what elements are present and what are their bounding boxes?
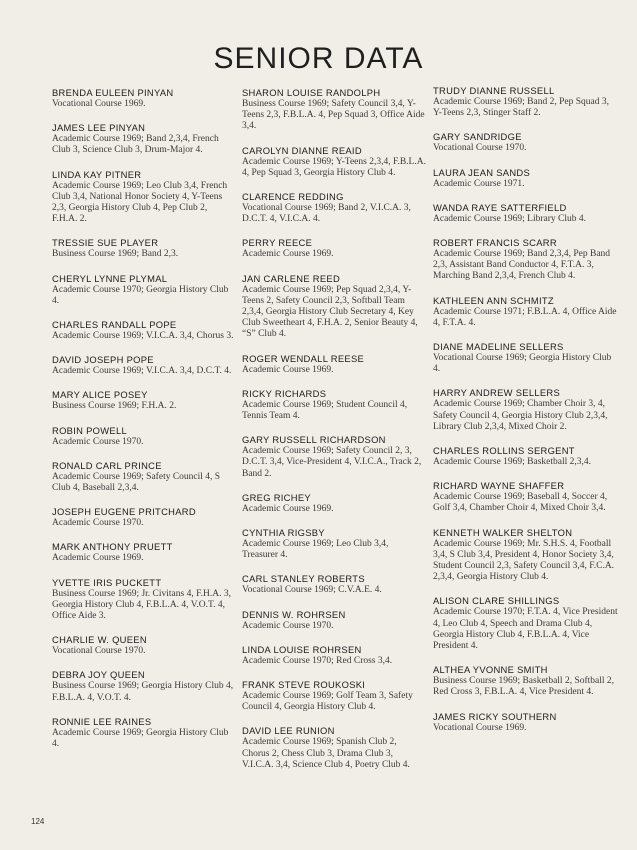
senior-details: Academic Course 1969; Band 2,3,4, Pep Band 2,3, Assistant Band Conductor 4, F.T.A. 3, Marching Band 2,3,4, French Club 4. [433, 249, 611, 282]
senior-entry [242, 573, 426, 596]
senior-details: Academic Course 1969; V.I.C.A. 3,4, D.C.T. 4. [52, 366, 232, 377]
senior-details: Academic Course 1969. [242, 249, 334, 260]
senior-details: Academic Course 1969; Leo Club 3,4, Treasurer 4. [242, 539, 389, 561]
senior-entry [433, 295, 619, 329]
senior-details: Academic Course 1969. [52, 553, 144, 564]
senior-entry [52, 273, 234, 307]
senior-name: BRENDA EULEEN PINYAN [52, 87, 174, 98]
senior-entry [433, 445, 619, 468]
senior-entry [52, 169, 234, 226]
senior-details: Academic Course 1969; Band 2, Pep Squad 3, Y-Teens 2,3, Stinger Staff 2. [433, 97, 609, 119]
senior-entry [242, 353, 426, 376]
senior-entry [52, 541, 234, 564]
senior-name: RONNIE LEE RAINES [52, 715, 152, 727]
senior-entry [433, 711, 619, 734]
senior-entry [433, 664, 619, 698]
senior-details: Academic Course 1969; Band 2,3,4, French Club 3, Science Club 3, Drum-Major 4. [52, 134, 219, 156]
senior-name: GARY RUSSELL RICHARDSON [242, 434, 386, 446]
senior-entry [433, 85, 619, 119]
senior-name: RICKY RICHARDS [242, 387, 327, 399]
senior-details: Academic Course 1969; Student Council 4, Tennis Team 4. [242, 399, 408, 422]
senior-details: Business Course 1969; Georgia History Club 4, F.B.L.A. 4, V.O.T. 4. [52, 681, 234, 703]
senior-name: MARK ANTHONY PRUETT [52, 541, 173, 553]
senior-details: Business Course 1969; Basketball 2, Softball 2, Red Cross 3, F.B.L.A. 4, Vice President 4. [433, 676, 615, 698]
senior-details: Business Course 1969; F.H.A. 2. [52, 401, 177, 412]
senior-name: GREG RICHEY [242, 491, 311, 503]
senior-details: Vocational Course 1970. [433, 143, 527, 154]
senior-details: Academic Course 1969; Pep Squad 2,3,4, Y-Teens 2, Safety Council 2,3, Softball Team 2,3,4, Georgia History Club Secretary 4, Key Club Sweetheart 4, F.H.A. 2, Senior Beauty 4, “S” Club 4. [242, 284, 418, 340]
senior-details: Academic Course 1970. [52, 436, 144, 447]
senior-name: JAMES LEE PINYAN [52, 122, 146, 134]
senior-name: TRUDY DIANNE RUSSELL [433, 85, 555, 96]
senior-details: Academic Course 1969; Golf Team 3, Safety Council 4, Georgia History Club 4. [242, 691, 413, 713]
senior-entry [242, 644, 426, 667]
senior-details: Academic Course 1969. [242, 503, 334, 514]
senior-name: CHARLES RANDALL POPE [52, 319, 177, 331]
senior-entry [242, 145, 426, 179]
senior-details: Vocational Course 1970. [52, 646, 146, 657]
senior-entry [52, 634, 234, 657]
senior-entry [52, 319, 234, 342]
senior-name: CARL STANLEY ROBERTS [242, 573, 365, 585]
senior-details: Academic Course 1970; Georgia History Club 4. [52, 284, 229, 306]
senior-name: TRESSIE SUE PLAYER [52, 237, 159, 249]
senior-details: Vocational Course 1969; Band 2, V.I.C.A. 3, D.C.T. 4, V.I.C.A. 4. [242, 203, 411, 225]
senior-details: Academic Course 1971. [433, 178, 525, 189]
senior-name: FRANK STEVE ROUKOSKI [242, 679, 366, 691]
senior-entry [242, 273, 426, 341]
senior-entry [52, 389, 234, 412]
senior-name: LINDA KAY PITNER [52, 168, 142, 180]
senior-details: Academic Course 1970; F.T.A. 4, Vice President 4, Leo Club 4, Speech and Drama Club 4, Georgia History Club 4, F.B.L.A. 4, Vice President 4. [433, 607, 618, 652]
senior-name: RICHARD WAYNE SHAFFER [433, 480, 565, 492]
column-2 [242, 87, 426, 783]
senior-name: GARY SANDRIDGE [433, 131, 522, 143]
senior-name: CYNTHIA RIGSBY [242, 527, 325, 539]
senior-entry [433, 480, 619, 514]
senior-name: ROBERT FRANCIS SCARR [433, 237, 557, 249]
senior-details: Academic Course 1969; Baseball 4, Soccer 4, Golf 3,4, Chamber Choir 4, Mixed Choir 3,4. [433, 492, 608, 514]
senior-entry [242, 434, 426, 480]
senior-name: DIANE MADELINE SELLERS [433, 341, 564, 353]
senior-name: JAMES RICKY SOUTHERN [433, 710, 557, 722]
senior-entry [242, 725, 426, 771]
senior-entry [242, 609, 426, 632]
senior-details: Academic Course 1969; Mr. S.H.S. 4, Football 3,4, S Club 3,4, President 4, Honor Society 3,4, Student Council 2,3, Safety Council 3,4, F.C.A. 2,3,4, Georgia History Club 4. [433, 538, 615, 583]
senior-name: DENNIS W. ROHRSEN [242, 608, 346, 620]
senior-entry [52, 237, 234, 260]
senior-entry [242, 492, 426, 515]
senior-details: Business Course 1969; Safety Council 3,4, Y-Teens 2,3, F.B.L.A. 4, Pep Squad 3, Office Aide 3,4. [242, 99, 425, 132]
senior-name: JOSEPH EUGENE PRITCHARD [52, 506, 196, 518]
senior-entry [242, 388, 426, 422]
senior-entry [242, 679, 426, 713]
senior-entry [433, 387, 619, 433]
senior-name: LINDA LOUISE ROHRSEN [242, 643, 362, 655]
senior-name: CAROLYN DIANNE REAID [242, 144, 362, 156]
senior-name: ALISON CLARE SHILLINGS [433, 595, 560, 607]
column-1 [52, 87, 234, 762]
senior-entry [52, 506, 234, 529]
page-title: SENIOR DATA [213, 42, 424, 75]
senior-details: Academic Course 1969; V.I.C.A. 3,4, Chorus 3. [52, 331, 234, 342]
senior-details: Academic Course 1970. [52, 518, 144, 529]
senior-entry [52, 354, 234, 377]
senior-details: Academic Course 1969; Safety Council 4, S Club 4, Baseball 2,3,4. [52, 471, 221, 494]
senior-entry [433, 595, 619, 652]
senior-name: CHARLES ROLLINS SERGENT [433, 445, 575, 457]
senior-name: DEBRA JOY QUEEN [52, 669, 145, 681]
senior-name: CHERYL LYNNE PLYMAL [52, 272, 168, 284]
senior-entry [242, 527, 426, 561]
senior-details: Business Course 1969; Jr. Civitans 4, F.H.A. 3, Georgia History Club 4, F.B.L.A. 4, V.O.T. 4, Office Aide 3. [52, 588, 231, 622]
senior-details: Academic Course 1969; Leo Club 3,4, French Club 3,4, National Honor Society 4, Y-Teens 2,3, Georgia History Club 4, Pep Club 2, F.H.A. 2. [52, 180, 228, 225]
senior-details: Vocational Course 1969; Georgia History Club 4. [433, 353, 612, 375]
senior-entry [52, 716, 234, 750]
senior-details: Academic Course 1969; Library Club 4. [433, 213, 587, 224]
senior-details: Academic Course 1969; Georgia History Club 4. [52, 727, 229, 750]
senior-name: MARY ALICE POSEY [52, 389, 148, 401]
senior-details: Academic Course 1969. [242, 364, 334, 375]
page-number: 124 [31, 817, 45, 826]
senior-entry [52, 122, 234, 156]
senior-name: HARRY ANDREW SELLERS [433, 387, 561, 399]
senior-entry [433, 202, 619, 225]
senior-name: ROGER WENDALL REESE [242, 352, 365, 364]
senior-name: SHARON LOUISE RANDOLPH [242, 87, 381, 98]
senior-name: KENNETH WALKER SHELTON [433, 526, 573, 538]
senior-name: LAURA JEAN SANDS [433, 166, 531, 178]
senior-details: Academic Course 1969; Safety Council 2, 3, D.C.T. 3,4, Vice-President 4, V.I.C.A., Track 2, Band 2. [242, 446, 422, 479]
senior-details: Academic Course 1969; Spanish Club 2, Chorus 2, Chess Club 3, Drama Club 3, V.I.C.A. 3,4, Science Club 4, Poetry Club 4. [242, 737, 410, 770]
senior-details: Vocational Course 1969. [433, 722, 527, 733]
senior-name: YVETTE IRIS PUCKETT [52, 576, 162, 588]
senior-entry [433, 131, 619, 154]
senior-name: JAN CARLENE REED [242, 272, 341, 284]
senior-details: Vocational Course 1969. [52, 99, 146, 109]
senior-name: WANDA RAYE SATTERFIELD [433, 201, 567, 213]
senior-entry [52, 425, 234, 448]
senior-entry [433, 527, 619, 584]
senior-name: ROBIN POWELL [52, 424, 127, 436]
senior-details: Academic Course 1969; Chamber Choir 3, 4, Safety Council 4, Georgia History Club 2,3,4, Library Club 2,3,4, Mixed Choir 2. [433, 399, 608, 432]
senior-entry [242, 87, 426, 133]
senior-name: DAVID LEE RUNION [242, 725, 335, 737]
senior-details: Academic Course 1969; Y-Teens 2,3,4, F.B.L.A. 4, Pep Squad 3, Georgia History Club 4. [242, 156, 426, 178]
senior-entry [52, 460, 234, 494]
senior-entry [52, 669, 234, 703]
senior-name: ALTHEA YVONNE SMITH [433, 664, 548, 676]
senior-entry [433, 167, 619, 190]
senior-entry [242, 237, 426, 260]
senior-details: Academic Course 1969; Basketball 2,3,4. [433, 457, 592, 468]
senior-name: PERRY REECE [242, 237, 313, 249]
senior-name: DAVID JOSEPH POPE [52, 354, 154, 366]
senior-details: Academic Course 1971; F.B.L.A. 4, Office Aide 4, F.T.A. 4. [433, 306, 617, 328]
senior-details: Academic Course 1970. [242, 620, 334, 631]
senior-details: Business Course 1969; Band 2,3. [52, 249, 179, 260]
senior-name: CHARLIE W. QUEEN [52, 634, 147, 646]
senior-entry [433, 237, 619, 283]
senior-details: Vocational Course 1969; C.V.A.E. 4. [242, 585, 382, 596]
senior-entry [52, 87, 234, 110]
senior-name: KATHLEEN ANN SCHMITZ [433, 294, 554, 306]
senior-entry [52, 577, 234, 623]
senior-details: Academic Course 1970; Red Cross 3,4. [242, 655, 393, 666]
column-3 [433, 85, 619, 746]
senior-name: CLARENCE REDDING [242, 191, 344, 203]
senior-entry [433, 341, 619, 375]
senior-entry [242, 191, 426, 225]
senior-name: RONALD CARL PRINCE [52, 459, 162, 471]
